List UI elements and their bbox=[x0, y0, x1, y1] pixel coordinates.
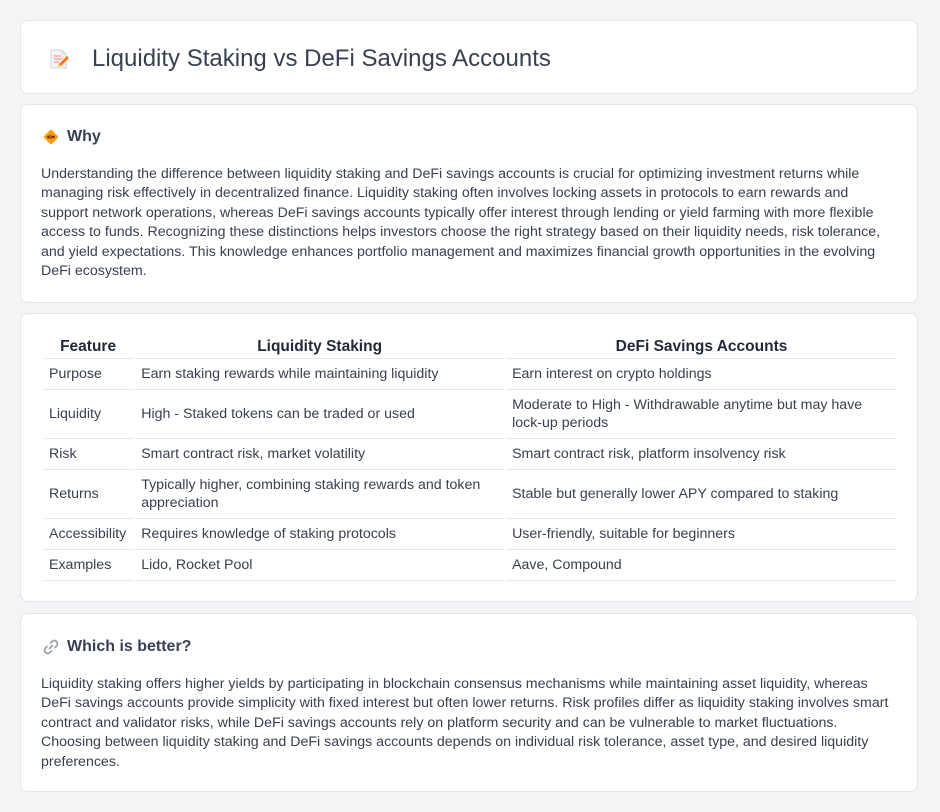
header-liquidity-staking: Liquidity Staking bbox=[135, 336, 504, 359]
row-liquidity-staking-cell: Requires knowledge of staking protocols bbox=[135, 519, 504, 550]
row-feature: Returns bbox=[43, 470, 133, 519]
table-row bbox=[43, 390, 897, 439]
why-heading: Why bbox=[67, 128, 101, 145]
why-section bbox=[20, 104, 918, 303]
row-feature: Liquidity bbox=[43, 390, 133, 439]
row-defi-savings-cell: Aave, Compound bbox=[506, 550, 897, 581]
row-liquidity-staking-cell: Typically higher, combining staking rewards and token appreciation bbox=[135, 470, 504, 519]
title-card bbox=[20, 20, 918, 94]
row-liquidity-staking-cell: Lido, Rocket Pool bbox=[135, 550, 504, 581]
row-feature: Examples bbox=[43, 550, 133, 581]
row-defi-savings-cell: Moderate to High - Withdrawable anytime but may have lock-up periods bbox=[506, 390, 897, 439]
table-row bbox=[43, 470, 897, 519]
link-icon bbox=[42, 638, 60, 656]
document-pencil-icon bbox=[47, 47, 71, 71]
row-defi-savings-cell: Stable but generally lower APY compared to staking bbox=[506, 470, 897, 519]
comparison-table-card bbox=[20, 313, 918, 602]
which-is-better-paragraph: Liquidity staking offers higher yields by participating in blockchain consensus mechanisms while maintaining asset liquidity, whereas DeFi savings accounts provide simplicity with fixed interest but often lower returns. Risk profiles differ as liquidity staking involves smart contract and validator risks, while DeFi savings accounts rely on platform security and can be vulnerable to market fluctuations. Choosing between liquidity staking and DeFi savings accounts depends on individual risk tolerance, asset type, and desired liquidity preferences. bbox=[41, 676, 889, 770]
table-header-row bbox=[43, 336, 897, 359]
table-row bbox=[43, 550, 897, 581]
row-liquidity-staking-cell: Earn staking rewards while maintaining liquidity bbox=[135, 359, 504, 390]
row-liquidity-staking-cell: High - Staked tokens can be traded or used bbox=[135, 390, 504, 439]
table-row bbox=[43, 439, 897, 470]
table-row bbox=[43, 359, 897, 390]
header-feature: Feature bbox=[43, 336, 133, 359]
row-defi-savings-cell: User-friendly, suitable for beginners bbox=[506, 519, 897, 550]
which-is-better-section bbox=[20, 613, 918, 792]
table-row bbox=[43, 519, 897, 550]
header-defi-savings: DeFi Savings Accounts bbox=[506, 336, 897, 359]
warning-sign-icon bbox=[42, 128, 60, 146]
row-feature: Risk bbox=[43, 439, 133, 470]
row-defi-savings-cell: Smart contract risk, platform insolvency risk bbox=[506, 439, 897, 470]
page-title: Liquidity Staking vs DeFi Savings Accounts bbox=[92, 45, 551, 72]
why-paragraph: Understanding the difference between liquidity staking and DeFi savings accounts is crucial for optimizing investment returns while managing risk effectively in decentralized finance. Liquidity staking often involves locking assets in protocols to earn rewards and support network operations, whereas DeFi savings accounts typically offer interest through lending or yield farming with more flexible access to funds. Recognizing these distinctions helps investors choose the right strategy based on their liquidity needs, risk tolerance, and yield expectations. This knowledge enhances portfolio management and maximizes financial growth opportunities in the evolving DeFi ecosystem. bbox=[41, 166, 881, 280]
row-defi-savings-cell: Earn interest on crypto holdings bbox=[506, 359, 897, 390]
row-liquidity-staking-cell: Smart contract risk, market volatility bbox=[135, 439, 504, 470]
row-feature: Purpose bbox=[43, 359, 133, 390]
comparison-table bbox=[41, 336, 899, 581]
which-is-better-heading: Which is better? bbox=[67, 638, 192, 655]
row-feature: Accessibility bbox=[43, 519, 133, 550]
